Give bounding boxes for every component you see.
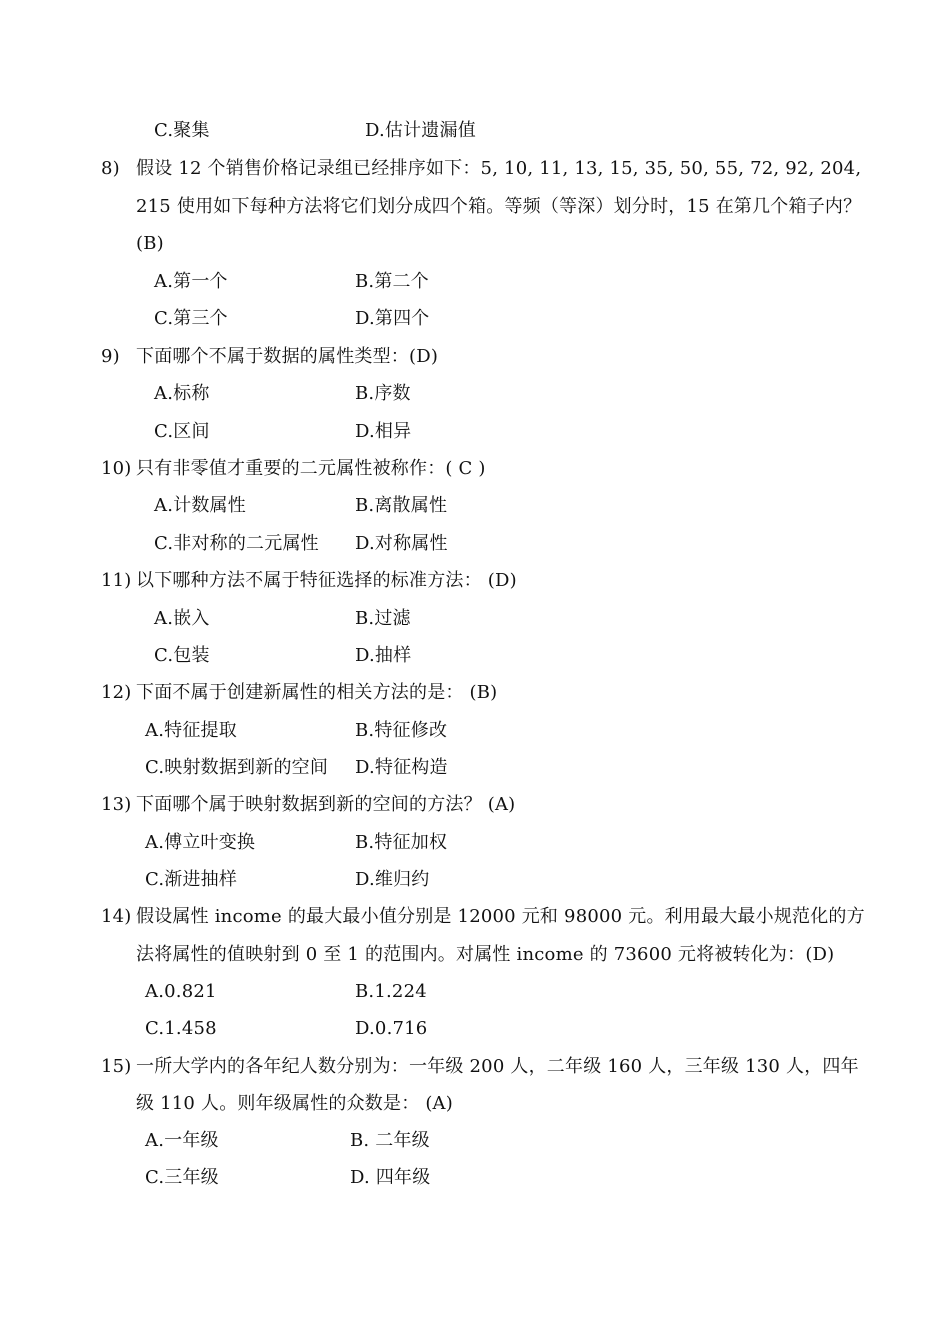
- q12-option-b: B.特征修改: [355, 720, 448, 741]
- q9-option-d: D.相异: [355, 421, 412, 442]
- q9-option-a: A.标称: [154, 383, 210, 404]
- q9-text: 下面哪个不属于数据的属性类型：(D): [136, 346, 439, 367]
- q13-option-a: A.傅立叶变换: [145, 832, 256, 853]
- q7-option-d: D.估计遗漏值: [365, 120, 476, 141]
- q15-option-c: C.三年级: [145, 1167, 219, 1188]
- q14-number: 14): [101, 906, 132, 927]
- q8-option-d: D.第四个: [355, 308, 430, 329]
- q14-option-d: D.0.716: [355, 1018, 428, 1039]
- q14-text-line2: 法将属性的值映射到 0 至 1 的范围内。对属性 income 的 73600 元将被转化为：(D): [136, 944, 835, 965]
- q13-number: 13): [101, 794, 132, 815]
- q10-option-c: C.非对称的二元属性: [154, 533, 319, 554]
- q11-text: 以下哪种方法不属于特征选择的标准方法： (D): [136, 570, 517, 591]
- q12-text: 下面不属于创建新属性的相关方法的是： (B): [136, 682, 498, 703]
- q8-text-line2: 215 使用如下每种方法将它们划分成四个箱。等频（等深）划分时，15 在第几个箱子内？: [136, 196, 862, 217]
- q10-option-a: A.计数属性: [154, 495, 246, 516]
- q8-option-a: A.第一个: [154, 271, 228, 292]
- q10-option-d: D.对称属性: [355, 533, 448, 554]
- q8-option-c: C.第三个: [154, 308, 228, 329]
- q9-option-c: C.区间: [154, 421, 210, 442]
- q11-number: 11): [101, 570, 132, 591]
- q11-option-c: C.包装: [154, 645, 210, 666]
- q10-number: 10): [101, 458, 132, 479]
- q12-option-c: C.映射数据到新的空间: [145, 757, 329, 778]
- q8-option-b: B.第二个: [355, 271, 429, 292]
- q10-option-b: B.离散属性: [355, 495, 448, 516]
- q15-text-line1: 一所大学内的各年纪人数分别为：一年级 200 人，二年级 160 人，三年级 130 人，四年: [136, 1056, 859, 1077]
- q14-option-c: C.1.458: [145, 1018, 217, 1039]
- q11-option-b: B.过滤: [355, 608, 411, 629]
- q12-option-a: A.特征提取: [145, 720, 237, 741]
- q7-option-c: C.聚集: [154, 120, 210, 141]
- q14-option-a: A.0.821: [145, 981, 217, 1002]
- q15-option-b: B. 二年级: [350, 1130, 430, 1151]
- q14-option-b: B.1.224: [355, 981, 427, 1002]
- q15-option-a: A.一年级: [145, 1130, 219, 1151]
- q8-answer: (B): [136, 233, 164, 254]
- q12-option-d: D.特征构造: [355, 757, 448, 778]
- q13-option-c: C.渐进抽样: [145, 869, 238, 890]
- q15-number: 15): [101, 1056, 132, 1077]
- q8-number: 8): [101, 158, 120, 179]
- q15-text-line2: 级 110 人。则年级属性的众数是： (A): [136, 1093, 453, 1114]
- q13-option-d: D.维归约: [355, 869, 430, 890]
- q15-option-d: D. 四年级: [350, 1167, 431, 1188]
- q9-number: 9): [101, 346, 120, 367]
- q14-text-line1: 假设属性 income 的最大最小值分别是 12000 元和 98000 元。利用最大最小规范化的方: [136, 906, 865, 927]
- q9-option-b: B.序数: [355, 383, 411, 404]
- q13-option-b: B.特征加权: [355, 832, 448, 853]
- q12-number: 12): [101, 682, 132, 703]
- q8-text-line1: 假设 12 个销售价格记录组已经排序如下：5, 10, 11, 13, 15, 35, 50, 55, 72, 92, 204,: [136, 158, 862, 179]
- q11-option-a: A.嵌入: [154, 608, 210, 629]
- q10-text: 只有非零值才重要的二元属性被称作：( C ): [136, 458, 486, 479]
- q11-option-d: D.抽样: [355, 645, 412, 666]
- q13-text: 下面哪个属于映射数据到新的空间的方法？ (A): [136, 794, 516, 815]
